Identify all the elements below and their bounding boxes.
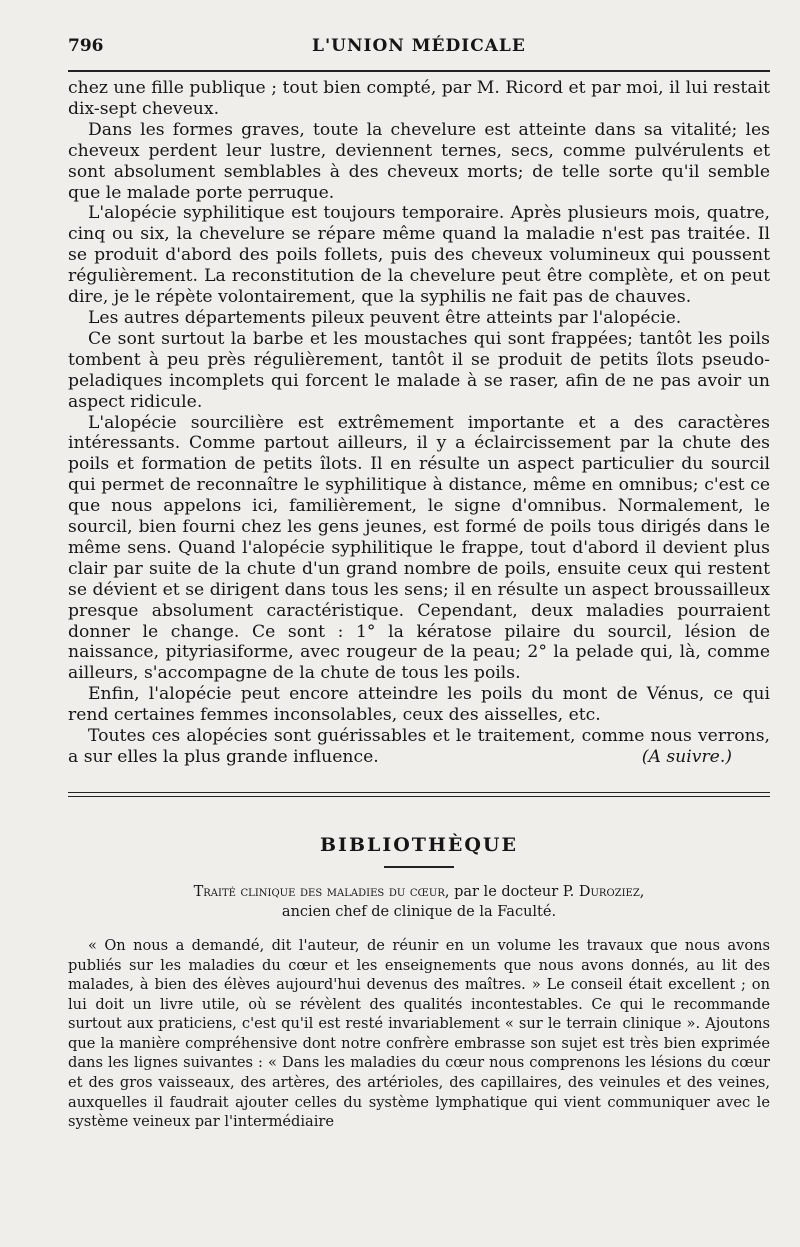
paragraph-last: [68, 726, 770, 768]
paragraph-text: Toutes ces alopécies sont guérissables et le traitement, comme nous verrons, a sur elles la plus grande influence.: [68, 726, 770, 767]
title-ornament-rule: [384, 866, 454, 868]
book-byline: par le docteur P.: [449, 883, 579, 900]
article-body: [68, 78, 770, 768]
paragraph: Ce sont surtout la barbe et les moustaches qui sont frappées; tantôt les poils tombent à peu près régulièrement, tantôt il se produit de petits îlots pseudo-peladiques incomplets qui forcent le malade à se raser, afin de ne pas avoir un aspect ridicule.: [68, 328, 770, 412]
paragraph: L'alopécie syphilitique est toujours temporaire. Après plusieurs mois, quatre, cinq ou six, la chevelure se répare même quand la maladie n'est pas traitée. Il se produit d'abord des poils follets, puis des cheveux volumineux qui poussent régulièrement. La reconstitution de la chevelure peut être complète, et on peut dire, je le répète volontairement, que la syphilis ne fait pas de chauves.: [68, 203, 770, 308]
review-heading: [68, 882, 770, 922]
page-header: [68, 36, 770, 60]
divider-line: [68, 796, 770, 800]
section-divider: [68, 792, 770, 800]
section-title: BIBLIOTHÈQUE: [320, 833, 518, 856]
running-title: L'UNION MÉDICALE: [312, 36, 526, 56]
paragraph: Enfin, l'alopécie peut encore atteindre les poils du mont de Vénus, ce qui rend certaines femmes inconsolables, ceux des aisselles, etc.: [68, 684, 770, 726]
author-role: ancien chef de clinique de la Faculté.: [281, 903, 557, 920]
paragraph: L'alopécie sourcilière est extrêmement importante et a des caractères intéressants. Comme partout ailleurs, il y a éclaircissement par la chute des poils et formation de petits îlots. Il en résulte un aspect particulier du sourcil qui permet de reconnaître le syphilitique à distance, même en omnibus; c'est ce que nous appelons ici, familièrement, le signe d'omnibus. Normalement, le sourcil, bien fourni chez les gens jeunes, est formé de poils tous dirigés dans le même sens. Quand l'alopécie syphilitique le frappe, tout d'abord il devient plus clair par suite de la chute d'un grand nombre de poils, ensuite ceux qui restent se dévient et se dirigent dans tous les sens; il en résulte un aspect broussailleux presque absolument caractéristique. Cependant, deux maladies pourraient donner le change. Ce sont : 1° la kératose pilaire du sourcil, lésion de naissance, pityriasiforme, avec rougeur de la peau; 2° la pelade qui, là, comme ailleurs, s'accompagne de la chute de tous les poils.: [68, 412, 770, 684]
to-follow-note: (A suivre.): [641, 747, 732, 767]
page-number: 796: [68, 36, 104, 56]
header-rule: [68, 70, 770, 72]
review-body: [68, 936, 770, 1132]
paragraph: chez une fille publique ; tout bien compté, par M. Ricord et par moi, il lui restait dix-sept cheveux.: [68, 78, 770, 119]
paragraph: Dans les formes graves, toute la chevelure est atteinte dans sa vitalité; les cheveux perdent leur lustre, deviennent ternes, secs, comme pulvérulents et sont absolument semblables à des cheveux morts; de telle sorte qu'il semble que le malade porte perruque.: [68, 119, 770, 203]
book-title: Traité clinique des maladies du cœur,: [193, 883, 450, 900]
review-paragraph: « On nous a demandé, dit l'auteur, de réunir en un volume les travaux que nous avons publiés sur les maladies du cœur et les enseignements que nous avons donnés, au lit des malades, à bien des élèves aujourd'hui devenus des maîtres. » Le conseil était excellent ; on lui doit un livre utile, où se révèlent des qualités incontestables. Ce qui le recommande surtout aux praticiens, c'est qu'il est resté invariablement « sur le terrain clinique ». Ajoutons que la manière compréhensive dont notre confrère embrasse son sujet est très bien exprimée dans les lignes suivantes : « Dans les maladies du cœur nous comprenons les lésions du cœur et des gros vaisseaux, des artères, des artérioles, des capillaires, des veinules et des veines, auxquelles il faudrait ajouter celles du système lymphatique qui vient communiquer avec le système veineux par l'intermédiaire: [68, 936, 770, 1131]
book-author: Duroziez,: [578, 883, 645, 900]
paragraph: Les autres départements pileux peuvent être atteints par l'alopécie.: [88, 307, 682, 328]
